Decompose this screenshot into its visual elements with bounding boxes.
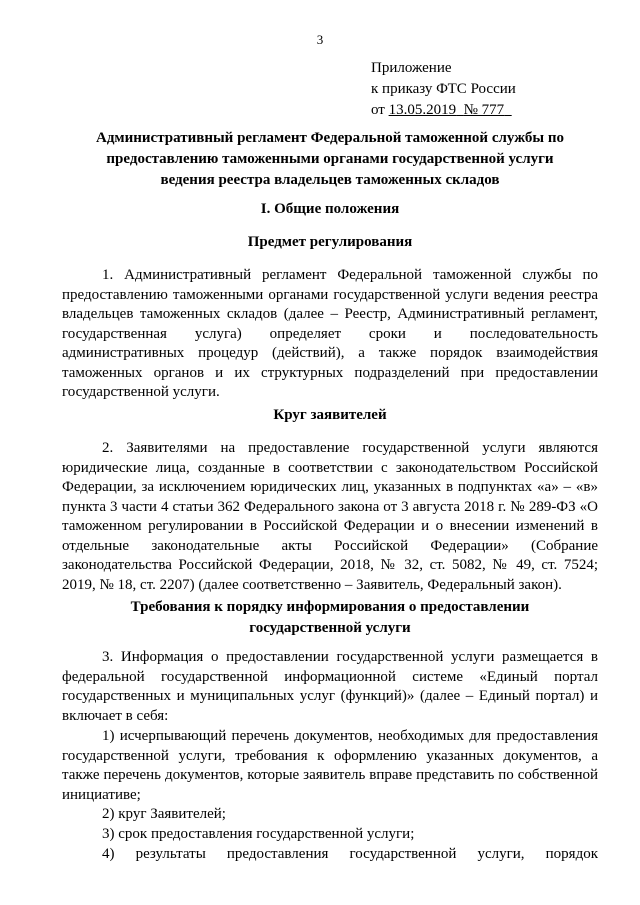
paragraph-3	[62, 648, 598, 726]
appendix-block	[371, 58, 516, 121]
appendix-line-2: к приказу ФТС России	[371, 81, 516, 97]
order-number: № 777	[463, 102, 505, 118]
doc-title	[62, 128, 598, 191]
appendix-line-1: Приложение	[371, 60, 452, 76]
list-item-3	[62, 825, 598, 845]
paragraph-2	[62, 439, 598, 595]
list-item-1	[62, 727, 598, 805]
list-item-4	[62, 845, 598, 865]
doc-title-line-3: ведения реестра владельцев таможенных складов	[160, 172, 500, 188]
info-heading-line-2: государственной услуги	[249, 620, 411, 636]
doc-title-line-1: Административный регламент Федеральной таможенной службы по	[95, 130, 564, 146]
info-heading	[62, 597, 598, 639]
subject-heading: Предмет регулирования	[247, 234, 413, 250]
applicants-heading: Круг заявителей	[273, 407, 387, 423]
list-item-2-text: 2) круг Заявителей;	[102, 806, 226, 822]
list-item-1-text: 1) исчерпывающий перечень документов, необходимых для предоставления государственной услуги, требования к оформлению указанных документов, а также перечень документов, которые заявитель вправе представить по собственной инициативе;	[62, 728, 598, 803]
paragraph-1-text: 1. Административный регламент Федеральной таможенной службы по предоставлению таможенными органами государственной услуги ведения реестра владельцев таможенных складов (далее – Реестр, Административный регламент, государственная услуга) определяет сроки и последовательность административных процедур (действий), а также порядок взаимодействия таможенных органов и их структурных подразделений при предоставлении государственной услуги.	[62, 267, 598, 400]
list-item-3-text: 3) срок предоставления государственной услуги;	[102, 826, 415, 842]
doc-title-line-2: предоставлению таможенными органами государственной услуги	[106, 151, 554, 167]
section-heading: I. Общие положения	[260, 201, 400, 217]
info-heading-line-1: Требования к порядку информирования о предоставлении	[130, 599, 530, 615]
list-item-4-text: 4) результаты предоставления государственной услуги, порядок	[102, 846, 598, 862]
list-item-2	[62, 805, 598, 825]
order-date: 13.05.2019	[388, 102, 457, 118]
paragraph-3-text: 3. Информация о предоставлении государственной услуги размещается в федеральной государственной информационной системе «Единый портал государственных и муниципальных услуг (функций)» (далее – Единый портал) и включает в себя:	[62, 649, 598, 724]
paragraph-2-text: 2. Заявителями на предоставление государственной услуги являются юридические лица, созданные в соответствии с законодательством Российской Федерации, за исключением юридических лиц, указанных в подпунктах «а» – «в» пункта 3 части 4 статьи 362 Федерального закона от 3 августа 2018 г. № 289-ФЗ «О таможенном регулировании в Российской Федерации и о внесении изменений в отдельные законодательные акты Российской Федерации» (Собрание законодательства Российской Федерации, 2018, № 32, ст. 5082, № 49, ст. 7524; 2019, № 18, ст. 2207) (далее соответственно – Заявитель, Федеральный закон).	[62, 440, 598, 593]
paragraph-1	[62, 266, 598, 403]
appendix-from: от	[371, 102, 389, 118]
appendix-line-3	[371, 100, 516, 121]
page-number: 3	[316, 32, 324, 47]
